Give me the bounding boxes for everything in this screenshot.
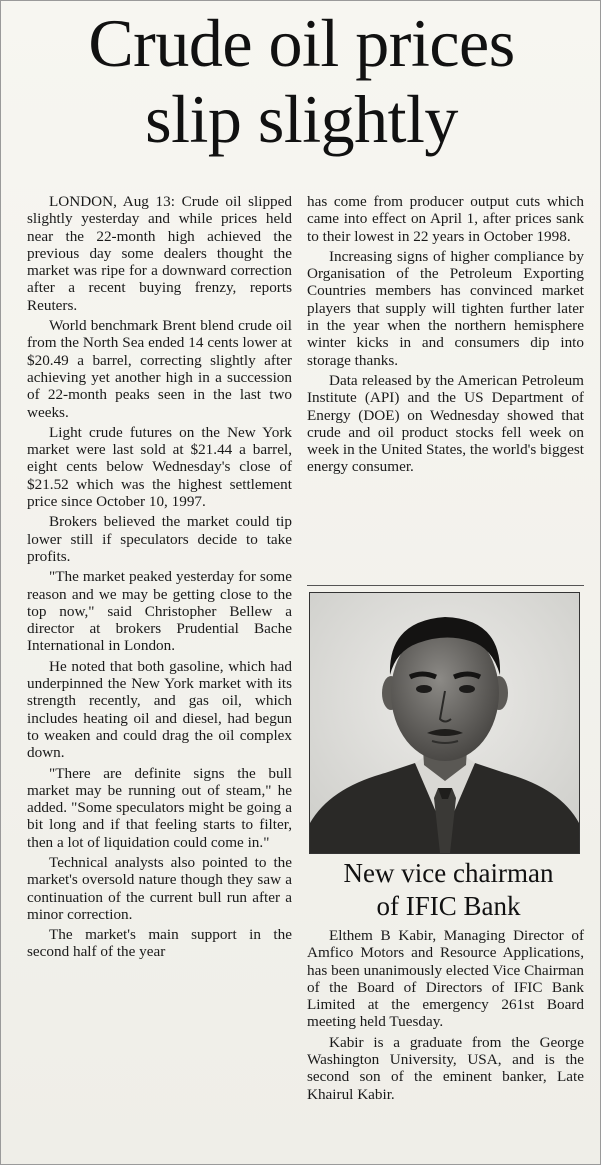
article-paragraph: Brokers believed the market could tip lower still if speculators decide to take profits. bbox=[27, 513, 292, 565]
headline-line-2: slip slightly bbox=[145, 81, 458, 157]
column-divider bbox=[307, 585, 584, 586]
article-paragraph: LONDON, Aug 13: Crude oil slipped slightly yesterday and while prices held near the 22-month high achieved the previous day some dealers thought the market was ripe for a downward correction after a recent buying frenzy, reports Reuters. bbox=[27, 193, 292, 314]
sidebar-headline bbox=[307, 857, 590, 923]
article-paragraph: Technical analysts also pointed to the market's oversold nature though they saw a continuation of the current bull run after a minor correction. bbox=[27, 853, 292, 923]
article-column-left bbox=[27, 193, 292, 964]
article-continuation: has come from producer output cuts which came into effect on April 1, after prices sank to their lowest in 22 years in October 1998. bbox=[307, 193, 584, 245]
article-column-right bbox=[307, 193, 584, 479]
sidebar-headline-line-1: New vice chairman bbox=[343, 858, 554, 888]
article-paragraph: "There are definite signs the bull market may be running out of steam," he added. "Some speculators might be going a bit long and if that feeling starts to filter, then a lot of liquidation could come in." bbox=[27, 764, 292, 851]
article-paragraph: "The market peaked yesterday for some reason and we may be getting close to the top now," said Christopher Bellew a director at brokers Prudential Bache International in London. bbox=[27, 568, 292, 655]
sidebar-paragraph: Kabir is a graduate from the George Washington University, USA, and is the second son of the eminent banker, Late Khairul Kabir. bbox=[307, 1033, 584, 1103]
article-paragraph: The market's main support in the second half of the year bbox=[27, 926, 292, 961]
article-paragraph: He noted that both gasoline, which had underpinned the New York market with its strength recently, and gas oil, which includes heating oil and diesel, had begun to weaken and could drag the oil complex down. bbox=[27, 657, 292, 762]
article-paragraph: Data released by the American Petroleum Institute (API) and the US Department of Energy (DOE) on Wednesday showed that crude and oil product stocks fell week on week in the United States, the world's biggest energy consumer. bbox=[307, 371, 584, 476]
article-headline bbox=[1, 5, 601, 157]
article-paragraph: Increasing signs of higher compliance by Organisation of the Petroleum Exporting Countries members has convinced market players that supply will tighten further later in the year when the northern hemisphere winter kicks in and consumers dip into storage thanks. bbox=[307, 247, 584, 369]
headline-line-1: Crude oil prices bbox=[88, 5, 515, 81]
sidebar-story bbox=[307, 927, 584, 1106]
portrait-photo bbox=[309, 592, 580, 854]
portrait-illustration bbox=[310, 593, 579, 853]
sidebar-headline-line-2: of IFIC Bank bbox=[376, 891, 521, 921]
article-paragraph: Light crude futures on the New York market were last sold at $21.44 a barrel, eight cents below Wednesday's close of $21.52 which was the highest settlement price since October 10, 1997. bbox=[27, 423, 292, 511]
sidebar-paragraph: Elthem B Kabir, Managing Director of Amfico Motors and Resource Applications, has been unanimously elected Vice Chairman of the Board of Directors of IFIC Bank Limited at the emergency 261st Board meeting held Tuesday. bbox=[307, 927, 584, 1031]
article-paragraph: World benchmark Brent blend crude oil from the North Sea ended 14 cents lower at $20.49 a barrel, correcting slightly after achieving yet another high in a succession of 22-month peaks seen in the last two weeks. bbox=[27, 317, 292, 421]
